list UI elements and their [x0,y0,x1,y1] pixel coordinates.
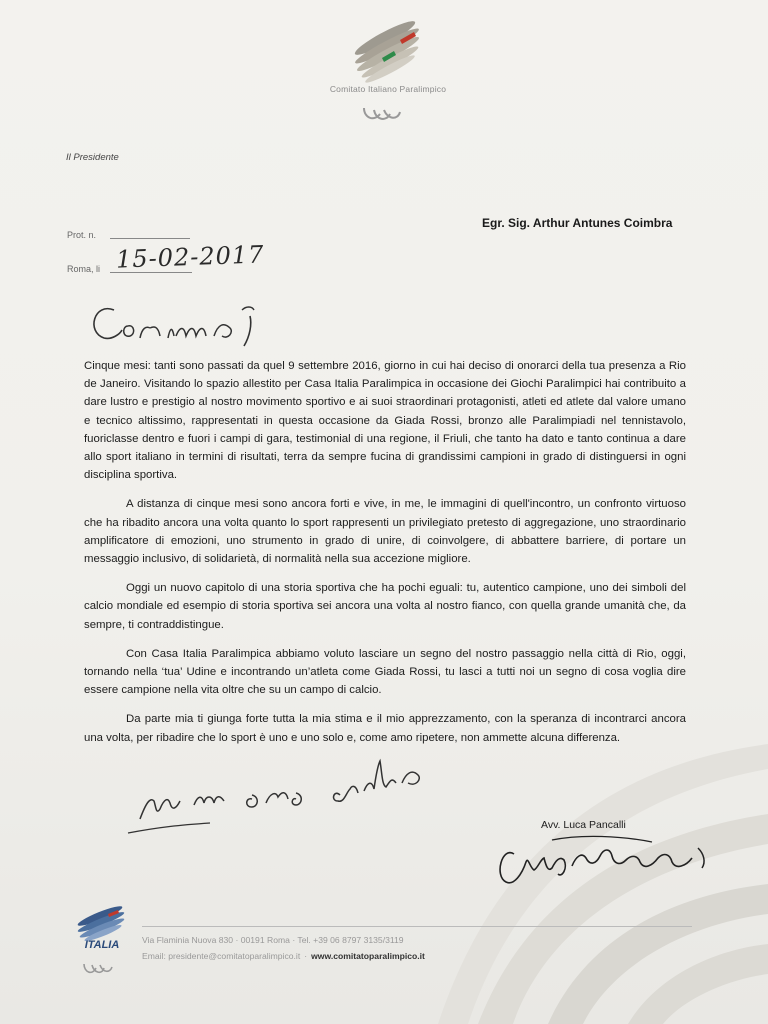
recipient-address: Egr. Sig. Arthur Antunes Coimbra [482,216,673,230]
organization-name: Comitato Italiano Paralimpico [329,84,447,94]
date-label: Roma, li [67,264,101,274]
signatory-name: Avv. Luca Pancalli [541,819,626,831]
handwritten-greeting [84,292,344,352]
handwritten-signature [492,826,720,888]
protocol-number-line [110,238,190,239]
paragraph: Oggi un nuovo capitolo di una storia sportiva che ha pochi eguali: tu, autentico campione, uno dei simboli del calcio mondiale ed esempio di storia sportiva sei ancora una volta al nostro fianco, con quella grande umanità che, da sempre, ti contraddistingue. [84,582,686,631]
footer-contacts: Email: presidente@comitatoparalimpico.it · www.comitatoparalimpico.it [142,951,425,961]
paragraph: Con Casa Italia Paralimpica abbiamo voluto lasciare un segno del nostro passaggio nella città di Rio, oggi, tornando nella ‘tua’ Udine e incontrando un’atleta come Giada Rossi, tu lasci a tutti noi un segno di cosa voglia dire essere campione nella vita oltre che su un campo di calcio. [84,647,686,697]
footer-email: Email: presidente@comitatoparalimpico.it [142,951,301,961]
paralympic-committee-logo [330,10,450,130]
handwritten-date: 15-02-2017 [115,240,265,274]
footer-divider [142,926,692,927]
letter-body [84,357,686,758]
protocol-number-label: Prot. n. [67,230,97,240]
footer-website: www.comitatoparalimpico.it [311,951,425,961]
svg-text:ITALIA: ITALIA [84,939,120,951]
paragraph: Da parte mia ti giunga forte tutta la mia stima e il mio apprezzamento, con la speranza di incontrarci ancora una volta, per ribadire che lo sport è uno e uno solo e, come amo ripetere, non ammette alcuna differenza. [84,713,686,744]
paragraph: Cinque mesi: tanti sono passati da quel 9 settembre 2016, giorno in cui hai deciso di onorarci della tua presenza a Rio de Janeiro. Visitando lo spazio allestito per Casa Italia Paralimpica in occasione dei Giochi Paralimpici hai contribuito a dare lustro e prestigio al nostro movimento sportivo e ai suoi straordinari protagonisti, atleti ed atlete dal valore umano e tecnico altissimo, rappresentati in questa occasione da Giada Rossi, bronzo alle Paralimpiadi nel tennistavolo, fuoriclasse dentro e fuori i campi di gara, testimonial di una regione, il Friuli, che tanto ha dato e tanto continua a dare allo sport italiano in termini di risultati, terra da sempre fucina di grandissimi campioni in grado di distinguersi in ogni disciplina sportiva. [84,360,686,482]
footer-address: Via Flaminia Nuova 830 · 00191 Roma · Tel. +39 06 8797 3135/3119 [142,935,404,945]
president-label: Il Presidente [66,152,119,163]
paragraph: A distanza di cinque mesi sono ancora forti e vive, in me, le immagini di quell'incontro, un confronto virtuoso che ha ribadito ancora una volta quanto lo sport rappresenti un privilegiato pretesto di aggregazione, uno straordinario amplificatore di emozioni, uno strumento in grado di unire, di coinvolgere, di abbattere barriere, di portare un messaggio inclusivo, di solidarietà, di normalità nella sua accezione migliore. [84,498,686,566]
italia-paralympic-logo [70,902,134,982]
handwritten-closing [120,745,480,835]
